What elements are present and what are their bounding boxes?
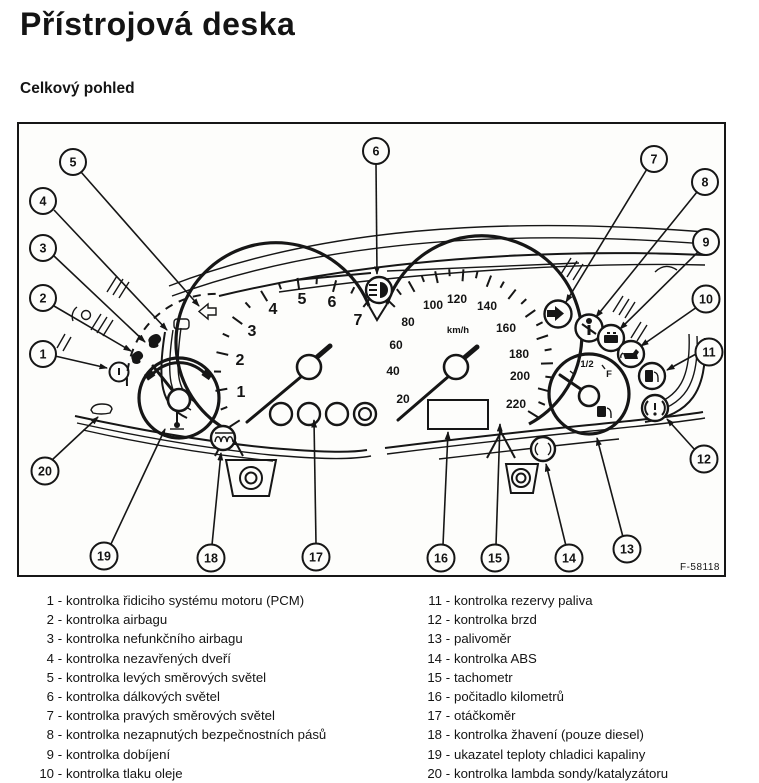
svg-text:5: 5: [70, 156, 77, 170]
svg-text:4: 4: [269, 301, 278, 318]
fuel-pump-icon: [597, 406, 611, 418]
legend-item: [28, 725, 416, 744]
legend-item-label: kontrolka airbagu: [66, 610, 416, 629]
legend-item: [416, 610, 736, 629]
warning-lamp-row: [270, 403, 376, 425]
legend: [28, 591, 746, 783]
page-title: Přístrojová deska: [20, 6, 295, 43]
airbag-lamp-icon: [131, 351, 143, 364]
legend-item-separator: -: [442, 649, 454, 668]
legend-item-number: 1: [28, 591, 54, 610]
mounting-tab-left: [226, 460, 276, 496]
glow-plug-lamp-icon: [211, 426, 235, 450]
svg-text:16: 16: [434, 552, 448, 566]
legend-item: [28, 687, 416, 706]
legend-item: [416, 629, 736, 648]
legend-item-label: kontrolka brzd: [454, 610, 736, 629]
legend-item-label: kontrolka nefunkčního airbagu: [66, 629, 416, 648]
legend-item-label: kontrolka pravých směrových světel: [66, 706, 416, 725]
legend-item-label: kontrolka nezavřených dveří: [66, 649, 416, 668]
legend-item-number: 4: [28, 649, 54, 668]
legend-item-separator: -: [442, 706, 454, 725]
legend-item-separator: -: [442, 687, 454, 706]
legend-item-separator: -: [54, 706, 66, 725]
svg-text:14: 14: [562, 552, 576, 566]
legend-item-separator: -: [442, 629, 454, 648]
legend-item-separator: -: [442, 745, 454, 764]
legend-item-separator: -: [54, 629, 66, 648]
legend-item-separator: -: [54, 764, 66, 783]
callout-16: [428, 432, 455, 572]
right-turn-lamp-icon: [545, 301, 572, 328]
oil-pressure-lamp-icon: [618, 341, 644, 367]
legend-item-separator: -: [54, 745, 66, 764]
legend-item: [416, 764, 736, 783]
odometer-display: [428, 400, 488, 429]
svg-text:2: 2: [236, 352, 245, 369]
legend-item-number: 7: [28, 706, 54, 725]
legend-item-separator: -: [54, 610, 66, 629]
svg-text:40: 40: [386, 364, 400, 378]
legend-item: [28, 649, 416, 668]
legend-item-number: 18: [416, 725, 442, 744]
legend-column-right: [416, 591, 736, 783]
brake-lamp-icon: [642, 395, 668, 421]
section-subtitle: Celkový pohled: [20, 80, 135, 98]
legend-item: [416, 745, 736, 764]
legend-item-number: 5: [28, 668, 54, 687]
legend-item: [416, 725, 736, 744]
fuel-gauge: [549, 354, 629, 434]
lambda-lamp-icon: [91, 404, 112, 414]
callout-1: [30, 341, 107, 368]
svg-text:3: 3: [248, 323, 257, 340]
legend-item-number: 12: [416, 610, 442, 629]
legend-item-label: otáčkoměr: [454, 706, 736, 725]
legend-item-separator: -: [54, 668, 66, 687]
legend-item-number: 15: [416, 668, 442, 687]
svg-text:4: 4: [40, 195, 47, 209]
speedo-needle-hub: [444, 355, 468, 379]
callout-14: [546, 464, 583, 572]
svg-text:17: 17: [309, 551, 323, 565]
callout-11: [667, 339, 723, 371]
callout-20: [32, 417, 99, 485]
legend-item: [28, 706, 416, 725]
callout-19: [91, 429, 166, 570]
legend-item-separator: -: [442, 725, 454, 744]
legend-item: [28, 591, 416, 610]
legend-item: [28, 629, 416, 648]
legend-item: [416, 687, 736, 706]
engine-pcm-lamp-icon: [110, 363, 129, 382]
legend-item-label: kontrolka levých směrových světel: [66, 668, 416, 687]
callout-15: [482, 424, 509, 572]
svg-text:6: 6: [328, 294, 337, 311]
svg-text:6: 6: [373, 145, 380, 159]
svg-text:160: 160: [496, 321, 516, 335]
bezel-visor-lines: [169, 226, 705, 296]
svg-text:8: 8: [702, 176, 709, 190]
legend-item: [416, 706, 736, 725]
svg-text:140: 140: [477, 299, 497, 313]
legend-item: [28, 745, 416, 764]
legend-item-number: 20: [416, 764, 442, 783]
legend-item-separator: -: [442, 591, 454, 610]
legend-item-separator: -: [54, 687, 66, 706]
svg-text:20: 20: [396, 392, 410, 406]
legend-item-number: 13: [416, 629, 442, 648]
legend-item: [416, 649, 736, 668]
legend-item-label: kontrolka nezapnutých bezpečnostních pásů: [66, 725, 416, 744]
callout-18: [198, 453, 225, 572]
legend-item-label: kontrolka dobíjení: [66, 745, 416, 764]
svg-text:2: 2: [40, 292, 47, 306]
svg-text:220: 220: [506, 397, 526, 411]
abs-lamp-icon: [531, 437, 555, 461]
svg-text:18: 18: [204, 552, 218, 566]
legend-item-number: 8: [28, 725, 54, 744]
legend-item-label: kontrolka rezervy paliva: [454, 591, 736, 610]
legend-item-label: ukazatel teploty chladici kapaliny: [454, 745, 736, 764]
legend-item-separator: -: [54, 649, 66, 668]
svg-text:1: 1: [40, 348, 47, 362]
legend-item-label: tachometr: [454, 668, 736, 687]
legend-item-label: kontrolka žhavení (pouze diesel): [454, 725, 736, 744]
svg-text:15: 15: [488, 552, 502, 566]
legend-item-label: kontrolka dálkových světel: [66, 687, 416, 706]
legend-column-left: [28, 591, 416, 783]
left-turn-lamp-icon: [199, 304, 216, 319]
callout-9: [620, 229, 719, 329]
legend-item-number: 3: [28, 629, 54, 648]
callout-10: [641, 286, 720, 347]
speedometer-ticks: [386, 269, 553, 417]
legend-item-label: kontrolka ABS: [454, 649, 736, 668]
callout-6: [363, 138, 389, 274]
legend-item: [416, 591, 736, 610]
svg-text:20: 20: [38, 465, 52, 479]
svg-text:12: 12: [697, 453, 711, 467]
legend-item: [28, 610, 416, 629]
legend-item-separator: -: [442, 668, 454, 687]
tach-needle-hub: [297, 355, 321, 379]
svg-text:60: 60: [389, 338, 403, 352]
fuel-half-label: 1/2: [580, 359, 593, 370]
svg-text:11: 11: [702, 346, 715, 360]
svg-text:200: 200: [510, 369, 530, 383]
airbag-fault-lamp-icon: [148, 334, 161, 348]
legend-item-separator: -: [442, 610, 454, 629]
legend-item-separator: -: [54, 591, 66, 610]
svg-text:3: 3: [40, 242, 47, 256]
svg-text:19: 19: [97, 550, 111, 564]
callout-13: [597, 438, 641, 563]
svg-text:120: 120: [447, 292, 467, 306]
svg-text:5: 5: [298, 291, 307, 308]
legend-item-label: kontrolka lambda sondy/katalyzátoru: [454, 764, 736, 783]
legend-item-number: 11: [416, 591, 442, 610]
legend-item-number: 2: [28, 610, 54, 629]
fuel-full-label: F: [606, 369, 612, 380]
legend-item-label: kontrolka řidiciho systému motoru (PCM): [66, 591, 416, 610]
cluster-diagram-svg: [19, 124, 724, 575]
svg-text:80: 80: [401, 315, 415, 329]
svg-text:1: 1: [237, 384, 246, 401]
speed-unit-label: km/h: [447, 325, 469, 336]
legend-item-number: 14: [416, 649, 442, 668]
legend-item-separator: -: [442, 764, 454, 783]
mounting-tab-right: [506, 464, 538, 493]
legend-item: [28, 668, 416, 687]
high-beam-lamp-icon: [366, 277, 392, 303]
legend-item-number: 17: [416, 706, 442, 725]
callout-12: [667, 419, 718, 473]
callout-7: [566, 146, 667, 302]
legend-item-number: 16: [416, 687, 442, 706]
legend-item-number: 10: [28, 764, 54, 783]
legend-item: [28, 764, 416, 783]
svg-text:10: 10: [699, 293, 713, 307]
svg-text:180: 180: [509, 347, 529, 361]
svg-text:13: 13: [620, 543, 634, 557]
svg-text:7: 7: [651, 153, 658, 167]
instrument-cluster-figure: [17, 122, 726, 577]
bezel-screw: [82, 311, 91, 320]
svg-text:100: 100: [423, 298, 443, 312]
callout-17: [303, 420, 330, 571]
legend-item-number: 19: [416, 745, 442, 764]
svg-text:9: 9: [703, 236, 710, 250]
legend-item-label: počitadlo kilometrů: [454, 687, 736, 706]
legend-item-label: kontrolka tlaku oleje: [66, 764, 416, 783]
svg-text:7: 7: [354, 312, 363, 329]
fuel-reserve-lamp-icon: [639, 363, 665, 389]
legend-item-label: palivoměr: [454, 629, 736, 648]
legend-item-number: 6: [28, 687, 54, 706]
legend-item-separator: -: [54, 725, 66, 744]
figure-code: F-58118: [680, 562, 720, 573]
legend-item-number: 9: [28, 745, 54, 764]
legend-item: [416, 668, 736, 687]
